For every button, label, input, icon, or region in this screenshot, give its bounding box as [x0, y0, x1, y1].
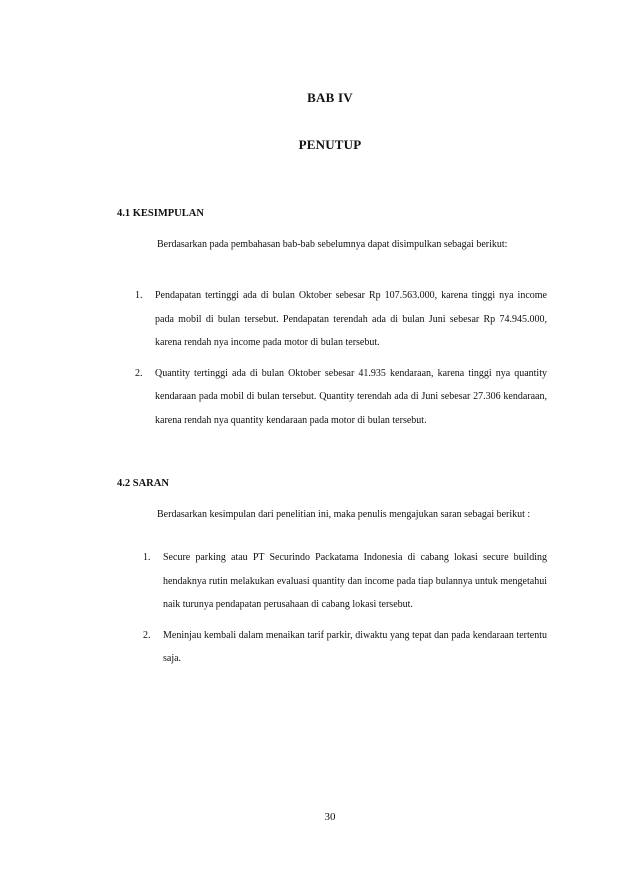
list-text: Quantity tertinggi ada di bulan Oktober sebesar 41.935 kendaraan, karena tinggi nya quantity kendaraan pada mobil di bulan tersebut. Quantity terendah ada di Juni sebesar 27.306 kendaraan, karena rendah nya quantity kendaraan pada motor di bulan tersebut.: [155, 367, 547, 426]
list-item: [135, 362, 547, 433]
list-item: [143, 624, 547, 671]
list-text: Pendapatan tertinggi ada di bulan Oktober sebesar Rp 107.563.000, karena tinggi nya income pada mobil di bulan tersebut. Pendapatan terendah ada di bulan Juni sebesar Rp 74.945.000, karena rendah nya income pada motor di bulan tersebut.: [155, 290, 547, 348]
section-heading-kesimpulan: 4.1 KESIMPULAN: [117, 208, 204, 219]
list-number: 2.: [135, 367, 143, 379]
section-heading-saran: 4.2 SARAN: [117, 478, 169, 489]
saran-intro: Berdasarkan kesimpulan dari penelitian ini, maka penulis mengajukan saran sebagai berikut :: [157, 509, 531, 520]
saran-list: [143, 546, 547, 678]
kesimpulan-intro: Berdasarkan pada pembahasan bab-bab sebelumnya dapat disimpulkan sebagai berikut:: [157, 239, 508, 250]
chapter-name: PENUTUP: [298, 137, 362, 152]
list-text: Secure parking atau PT Securindo Packatama Indonesia di cabang lokasi secure building hendaknya rutin melakukan evaluasi quantity dan income pada tiap bulannya untuk mengetahui naik turunya pendapatan perusahaan di cabang lokasi tersebut.: [163, 552, 547, 610]
page-number: 30: [324, 811, 336, 823]
chapter-title: BAB IV: [307, 90, 353, 105]
list-item: [143, 546, 547, 617]
list-item: [135, 284, 547, 355]
list-text: Meninjau kembali dalam menaikan tarif parkir, diwaktu yang tepat dan pada kendaraan tertentu saja.: [163, 629, 547, 664]
list-number: 1.: [143, 552, 151, 563]
kesimpulan-list: [135, 284, 547, 439]
list-number: 1.: [135, 290, 143, 301]
list-number: 2.: [143, 629, 151, 641]
